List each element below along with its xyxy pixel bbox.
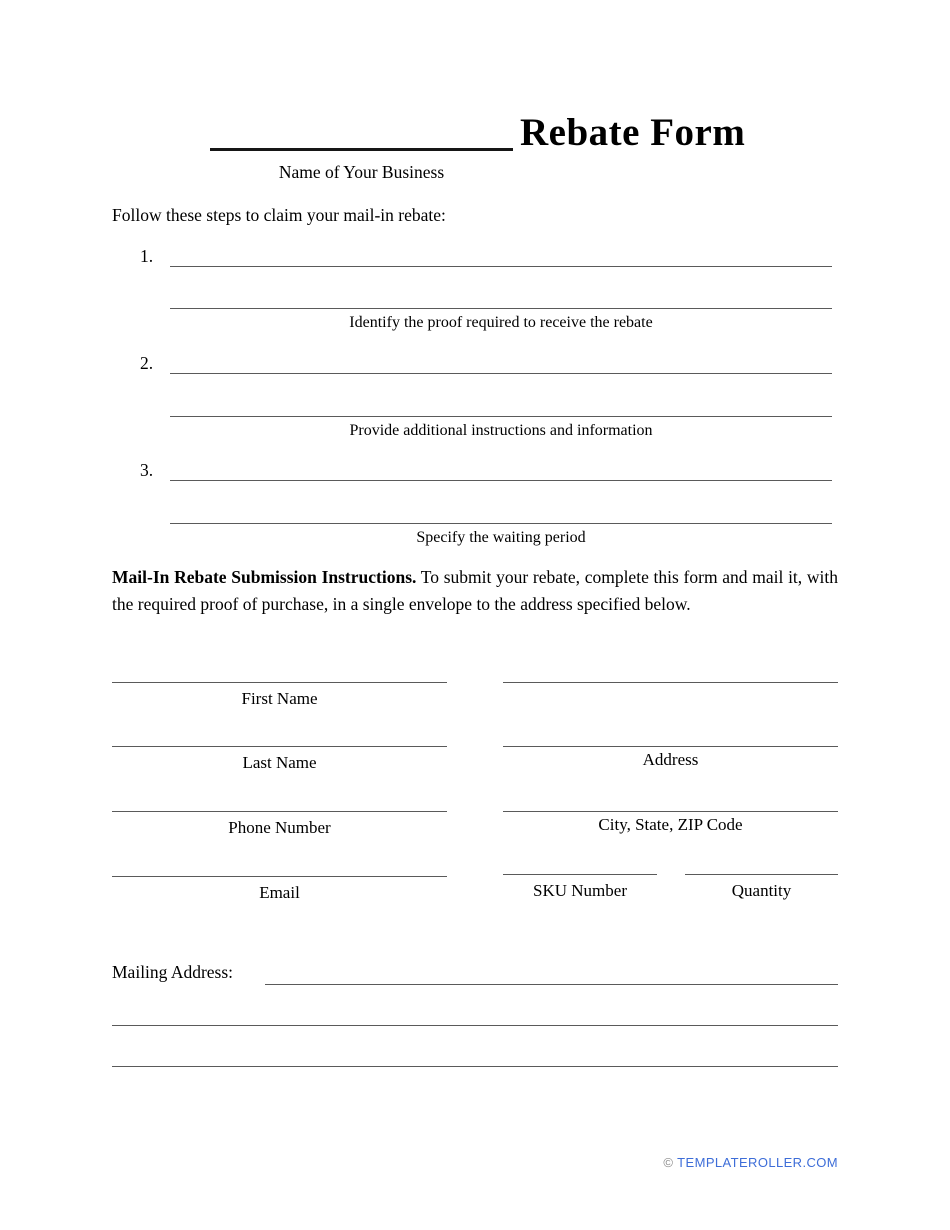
email-label: Email bbox=[259, 883, 300, 902]
address-input-line-1[interactable] bbox=[503, 682, 838, 683]
phone-number-label: Phone Number bbox=[228, 818, 331, 837]
step-2-line-1[interactable] bbox=[170, 373, 832, 374]
last-name-label: Last Name bbox=[242, 753, 317, 772]
phone-number-input-line[interactable] bbox=[112, 811, 447, 812]
step-1-line-2[interactable] bbox=[170, 308, 832, 309]
sku-number-input-line[interactable] bbox=[503, 874, 657, 875]
business-name-label: Name of Your Business bbox=[278, 162, 445, 182]
step-1-number: 1. bbox=[140, 246, 154, 266]
email-input-line[interactable] bbox=[112, 876, 447, 877]
form-title: Rebate Form bbox=[520, 111, 746, 154]
footer bbox=[538, 1155, 838, 1170]
step-1-caption: Identify the proof required to receive the rebate bbox=[349, 314, 653, 331]
business-name-input-line[interactable] bbox=[210, 148, 513, 151]
mailing-address-line-1[interactable] bbox=[265, 984, 838, 985]
step-2-caption: Provide additional instructions and information bbox=[349, 422, 653, 439]
step-3-number: 3. bbox=[140, 460, 154, 480]
last-name-input-line[interactable] bbox=[112, 746, 447, 747]
step-1-line-1[interactable] bbox=[170, 266, 832, 267]
quantity-label: Quantity bbox=[731, 881, 792, 900]
intro-text: Follow these steps to claim your mail-in rebate: bbox=[112, 205, 446, 225]
city-state-zip-input-line[interactable] bbox=[503, 811, 838, 812]
step-3-caption: Specify the waiting period bbox=[416, 529, 586, 546]
mailing-address-line-2[interactable] bbox=[112, 1025, 838, 1026]
mailing-address-label: Mailing Address: bbox=[112, 962, 234, 982]
first-name-input-line[interactable] bbox=[112, 682, 447, 683]
step-2-number: 2. bbox=[140, 353, 154, 373]
submission-instructions-heading: Mail-In Rebate Submission Instructions. bbox=[112, 567, 417, 587]
step-3-line-2[interactable] bbox=[170, 523, 832, 524]
submission-instructions bbox=[112, 564, 838, 618]
step-3-line-1[interactable] bbox=[170, 480, 832, 481]
templateroller-link[interactable]: TEMPLATEROLLER.COM bbox=[677, 1155, 838, 1170]
submission-instructions-text: To submit your rebate, complete this form and mail it, with the required proof of purchase, in a single envelope to the address specified below. bbox=[112, 567, 838, 614]
step-2-line-2[interactable] bbox=[170, 416, 832, 417]
city-state-zip-label: City, State, ZIP Code bbox=[598, 815, 743, 834]
first-name-label: First Name bbox=[241, 689, 318, 708]
address-input-line-2[interactable] bbox=[503, 746, 838, 747]
mailing-address-line-3[interactable] bbox=[112, 1066, 838, 1067]
sku-number-label: SKU Number bbox=[533, 881, 627, 900]
address-label: Address bbox=[642, 750, 699, 769]
quantity-input-line[interactable] bbox=[685, 874, 838, 875]
copyright-symbol: © bbox=[663, 1155, 674, 1170]
